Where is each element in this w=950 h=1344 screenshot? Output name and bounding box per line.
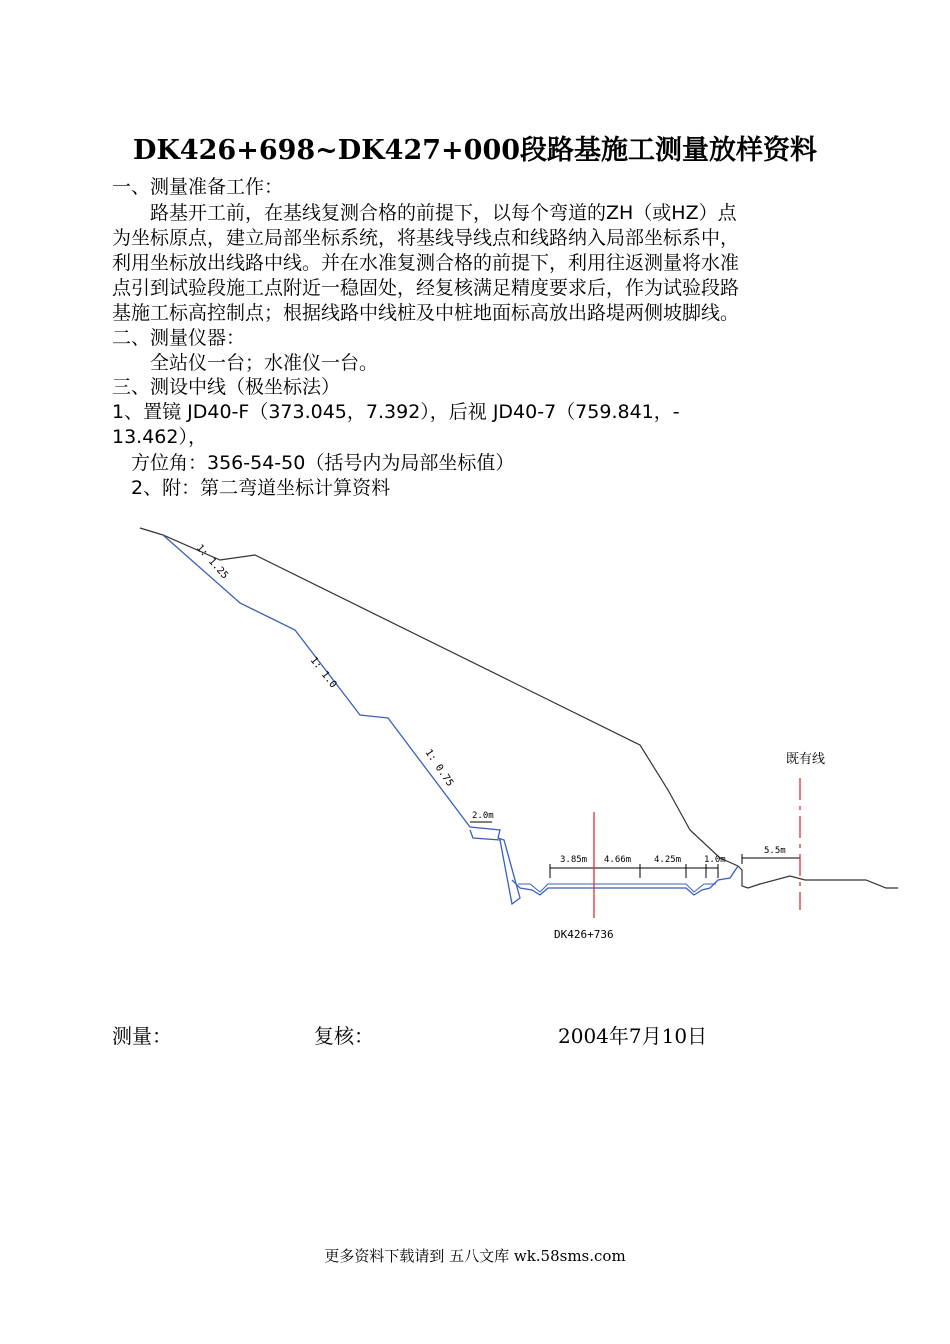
- section-3-para-line: 13.462），: [112, 426, 207, 448]
- section-3-heading: 三、测设中线（极坐标法）: [112, 376, 341, 398]
- date-label: 2004年7月10日: [558, 1024, 708, 1048]
- existing-ground-line: [738, 866, 898, 888]
- subgrade-bottom-line: [512, 866, 738, 895]
- section-1-para-line: 点引到试验段施工点附近一稳固处，经复核满足精度要求后，作为试验段路: [112, 277, 740, 299]
- section-1-para-line: 为坐标原点，建立局部坐标系统，将基线导线点和线路纳入局部坐标系中，: [112, 227, 740, 249]
- slope-label-3: 1: 0.75: [422, 747, 456, 789]
- section-2-heading: 二、测量仪器：: [112, 327, 246, 349]
- section-3-para-line: 2、附：第二弯道坐标计算资料: [112, 477, 391, 499]
- slope-label-2: 1: 1.0: [307, 655, 339, 691]
- existing-line-label: 既有线: [786, 752, 826, 767]
- slope-label-1: 1: 1.25: [193, 542, 231, 582]
- dim-label-5: 5.5m: [764, 846, 786, 856]
- section-1-heading: 一、测量准备工作：: [112, 176, 284, 198]
- survey-signature-label: 测量：: [112, 1024, 172, 1048]
- cut-slope-line: [163, 535, 520, 904]
- section-1-para-line: 基施工标高控制点；根据线路中线桩及中桩地面标高放出路堤两侧坡脚线。: [112, 302, 740, 324]
- ground-line: [140, 528, 738, 866]
- section-1-para-line: 路基开工前，在基线复测合格的前提下，以每个弯道的ZH（或HZ）点: [112, 202, 737, 224]
- station-label: DK426+736: [554, 928, 614, 941]
- dim-label-platform: 2.0m: [472, 811, 494, 821]
- dim-label-4: 1.0m: [704, 855, 726, 865]
- check-signature-label: 复核：: [314, 1024, 374, 1048]
- section-2-para: 全站仪一台；水准仪一台。: [112, 352, 379, 374]
- section-1-para-line: 利用坐标放出线路中线。并在水准复测合格的前提下，利用往返测量将水准: [112, 252, 740, 274]
- section-3-para-line: 方位角：356-54-50（括号内为局部坐标值）: [112, 452, 515, 474]
- footer-text: 更多资料下载请到 五八文库 wk.58sms.com: [324, 1247, 626, 1265]
- dim-label-2: 4.66m: [604, 855, 632, 865]
- dim-label-1: 3.85m: [560, 855, 588, 865]
- dim-label-3: 4.25m: [654, 855, 682, 865]
- section-3-para-line: 1、置镜 JD40-F（373.045，7.392），后视 JD40-7（759.841，-: [112, 401, 680, 423]
- page-title: DK426+698~DK427+000段路基施工测量放样资料: [132, 135, 818, 166]
